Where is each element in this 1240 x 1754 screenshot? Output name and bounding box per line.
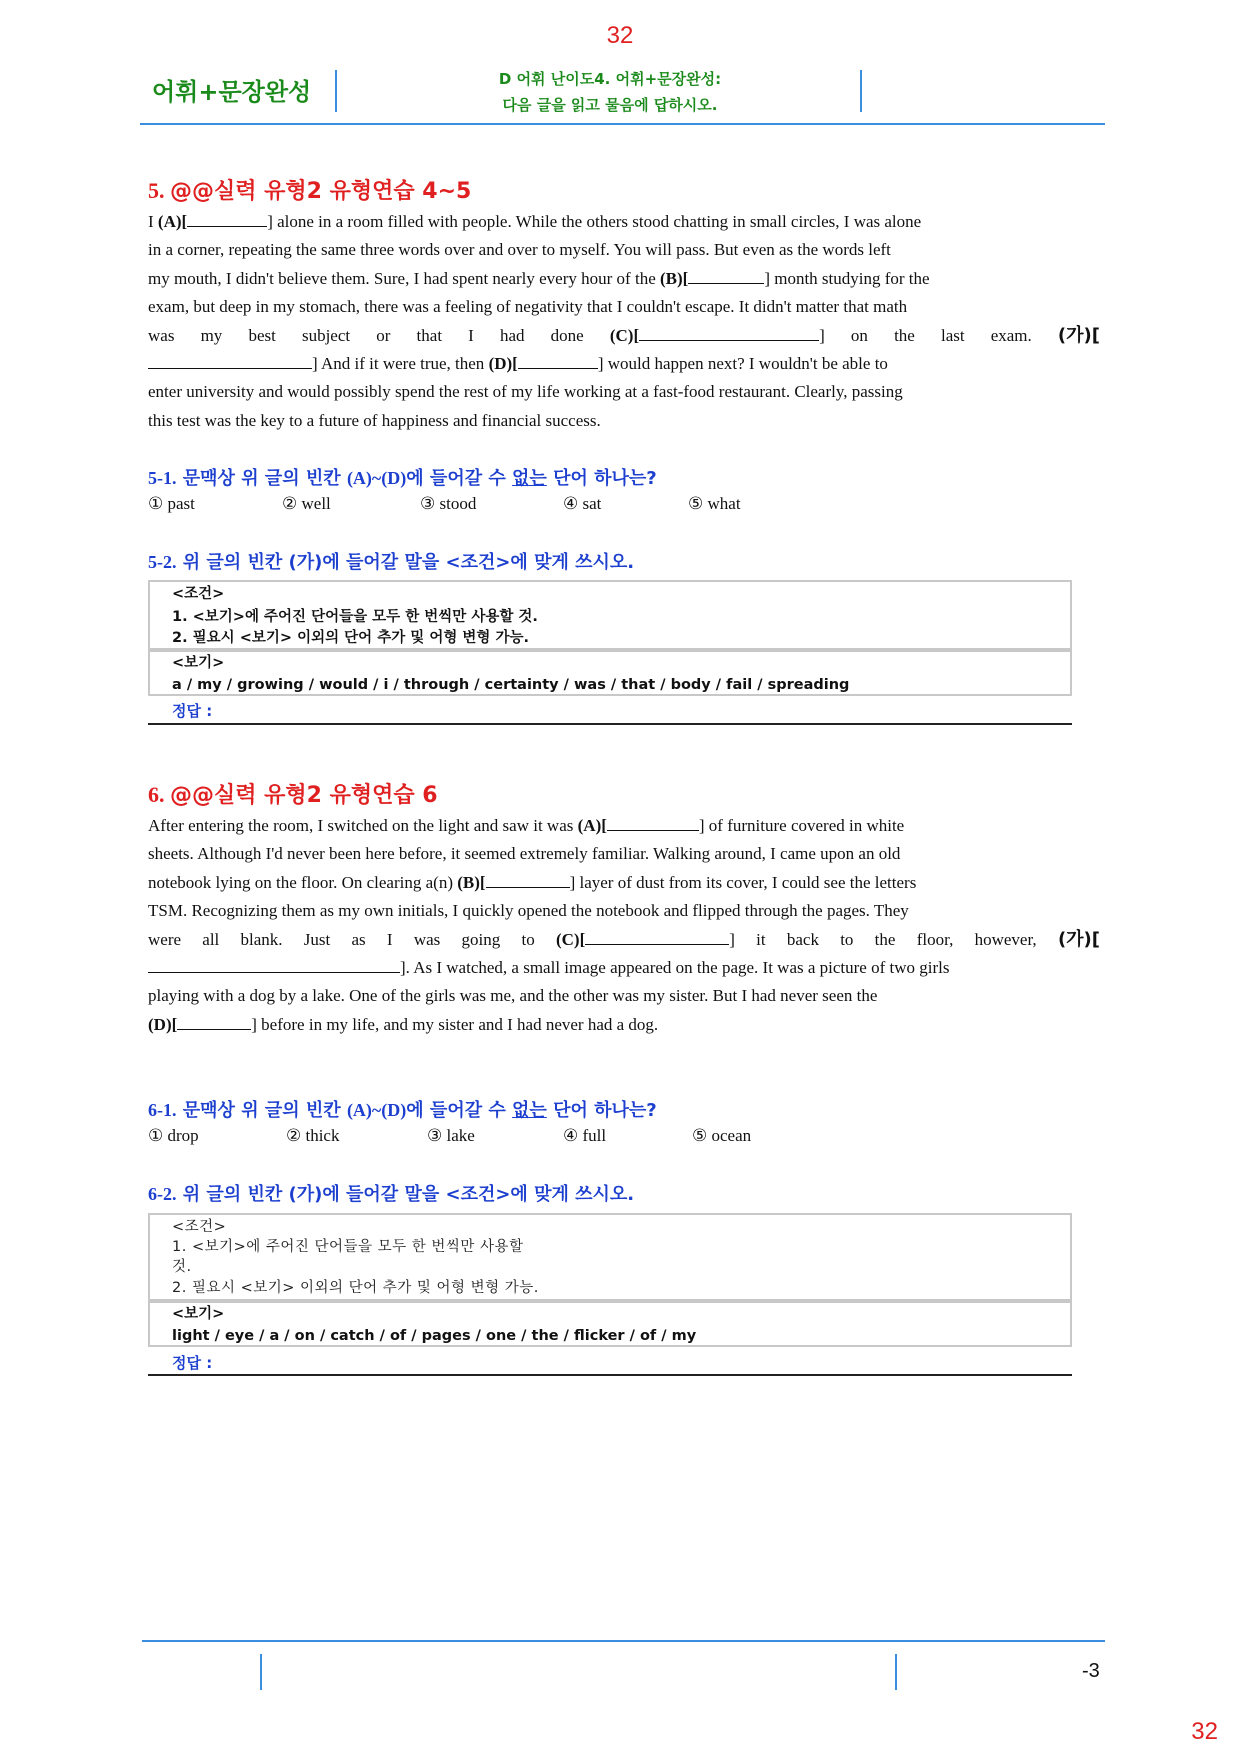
condition-title: <조건> bbox=[172, 1219, 227, 1235]
blank-B[interactable] bbox=[688, 267, 764, 284]
option-1[interactable]: ① drop bbox=[148, 1126, 199, 1145]
question-5-1-prompt: 5-1. 문맥상 위 글의 빈칸 (A)~(D)에 들어갈 수 없는 단어 하나는? bbox=[148, 468, 657, 489]
question-5-number: 5. bbox=[148, 178, 165, 203]
question-5-2-prompt: 5-2. 위 글의 빈칸 (가)에 들어갈 말을 <조건>에 맞게 쓰시오. bbox=[148, 552, 635, 573]
bogi-words: light / eye / a / on / catch / of / pages / one / the / flicker / of / my bbox=[172, 1328, 697, 1344]
blank-B[interactable] bbox=[486, 871, 570, 888]
passage-line: TSM. Recognizing them as my own initials, I quickly opened the notebook and flipped through the pages. They bbox=[148, 901, 909, 921]
footer-page-label: -3 bbox=[1082, 1660, 1100, 1682]
header-title: 어휘+문장완성 bbox=[152, 78, 312, 106]
condition-title: <조건> bbox=[172, 586, 225, 602]
blank-ga[interactable] bbox=[148, 352, 312, 369]
option-1[interactable]: ① past bbox=[148, 494, 195, 513]
header-divider-right bbox=[860, 70, 862, 112]
page-number-top: 32 bbox=[606, 22, 634, 49]
bogi-box bbox=[148, 650, 1072, 696]
footer-divider-right bbox=[895, 1654, 897, 1690]
condition-box bbox=[148, 1213, 1072, 1301]
answer-label: 정답 : bbox=[172, 1354, 213, 1372]
question-6-1-prompt: 6-1. 문맥상 위 글의 빈칸 (A)~(D)에 들어갈 수 없는 단어 하나는? bbox=[148, 1100, 657, 1121]
passage-line: in a corner, repeating the same three words over and over to myself. You will pass. But even as the words left bbox=[148, 240, 891, 260]
bogi-words: a / my / growing / would / i / through / certainty / was / that / body / fail / spreading bbox=[172, 677, 850, 693]
option-5[interactable]: ⑤ ocean bbox=[692, 1126, 752, 1145]
blank-ga[interactable] bbox=[148, 956, 400, 973]
question-6-2-prompt: 6-2. 위 글의 빈칸 (가)에 들어갈 말을 <조건>에 맞게 쓰시오. bbox=[148, 1184, 635, 1205]
bogi-box bbox=[148, 1301, 1072, 1347]
header-instructions bbox=[450, 66, 770, 118]
question-5-title-text: @@실력 유형2 유형연습 4~5 bbox=[170, 179, 472, 204]
footer-rule bbox=[142, 1640, 1105, 1642]
footer-divider-left bbox=[260, 1654, 262, 1690]
blank-C[interactable] bbox=[585, 928, 729, 945]
header-line-1: D 어휘 난이도4. 어휘+문장완성: bbox=[498, 70, 722, 88]
condition-2: 2. 필요시 <보기> 이외의 단어 추가 및 어형 변형 가능. bbox=[172, 630, 529, 646]
question-5-title bbox=[148, 174, 471, 205]
passage-line: notebook lying on the floor. On clearing a(n) (B)[ ] layer of dust from its cover, I could see the letters bbox=[148, 872, 917, 892]
condition-1: 1. <보기>에 주어진 단어들을 모두 한 번씩만 사용할 bbox=[172, 1239, 524, 1255]
passage-line: I (A)[ ] alone in a room filled with people. While the others stood chatting in small circles, I was alone bbox=[148, 212, 922, 231]
answer-label: 정답 : bbox=[172, 702, 213, 720]
question-6-passage bbox=[148, 812, 1100, 1039]
header-divider-left bbox=[335, 70, 337, 112]
answer-line[interactable] bbox=[148, 723, 1072, 725]
passage-line: enter university and would possibly spend the rest of my life working at a fast-food restaurant. Clearly, passing bbox=[148, 382, 903, 402]
passage-line: were all blank. Just as I was going to (C)[ ] it back to the floor, however, (가)[ bbox=[148, 928, 1101, 950]
passage-line: After entering the room, I switched on the light and saw it was (A)[ ] of furniture covered in white bbox=[148, 816, 905, 835]
condition-2: 2. 필요시 <보기> 이외의 단어 추가 및 어형 변형 가능. bbox=[172, 1280, 539, 1296]
passage-line: my mouth, I didn't believe them. Sure, I had spent nearly every hour of the (B)[ ] month studying for the bbox=[148, 268, 930, 288]
option-3[interactable]: ③ stood bbox=[420, 494, 477, 513]
option-2[interactable]: ② thick bbox=[286, 1126, 340, 1145]
passage-line: ] And if it were true, then (D)[ ] would happen next? I wouldn't be able to bbox=[148, 350, 1100, 378]
question-6-number: 6. bbox=[148, 782, 165, 807]
blank-A[interactable] bbox=[187, 210, 267, 227]
passage-line: sheets. Although I'd never been here before, it seemed extremely familiar. Walking around, I came upon an old bbox=[148, 844, 901, 864]
option-3[interactable]: ③ lake bbox=[427, 1126, 475, 1145]
bogi-title: <보기> bbox=[172, 1306, 225, 1322]
passage-line: was my best subject or that I had done (C)[ ] on the last exam. (가)[ bbox=[148, 324, 1100, 346]
passage-line: exam, but deep in my stomach, there was a feeling of negativity that I couldn't escape. It didn't matter that math bbox=[148, 297, 908, 317]
option-4[interactable]: ④ full bbox=[563, 1126, 607, 1145]
page-number-bottom: 32 bbox=[1191, 1718, 1218, 1745]
blank-D[interactable] bbox=[518, 352, 598, 369]
question-6-title bbox=[148, 778, 438, 809]
passage-line: (D)[ ] before in my life, and my sister and I had never had a dog. bbox=[148, 1014, 659, 1034]
passage-line: ]. As I watched, a small image appeared on the page. It was a picture of two girls bbox=[148, 954, 1100, 982]
question-6-title-text: @@실력 유형2 유형연습 6 bbox=[170, 783, 438, 808]
answer-line[interactable] bbox=[148, 1374, 1072, 1376]
condition-1: 1. <보기>에 주어진 단어들을 모두 한 번씩만 사용할 것. bbox=[172, 609, 538, 625]
blank-A[interactable] bbox=[607, 814, 699, 831]
option-2[interactable]: ② well bbox=[282, 494, 331, 513]
blank-C[interactable] bbox=[639, 324, 819, 341]
condition-box bbox=[148, 580, 1072, 650]
header-line-2: 다음 글을 읽고 물음에 답하시오. bbox=[502, 96, 718, 114]
passage-line: playing with a dog by a lake. One of the girls was me, and the other was my sister. But I had never seen the bbox=[148, 986, 878, 1006]
bogi-title: <보기> bbox=[172, 655, 225, 671]
passage-line: this test was the key to a future of happiness and financial success. bbox=[148, 410, 601, 430]
option-4[interactable]: ④ sat bbox=[563, 494, 602, 513]
option-5[interactable]: ⑤ what bbox=[688, 494, 741, 513]
condition-1-cont: 것. bbox=[172, 1259, 192, 1275]
blank-D[interactable] bbox=[177, 1013, 251, 1030]
header-rule bbox=[140, 123, 1105, 125]
question-5-passage bbox=[148, 208, 1100, 435]
